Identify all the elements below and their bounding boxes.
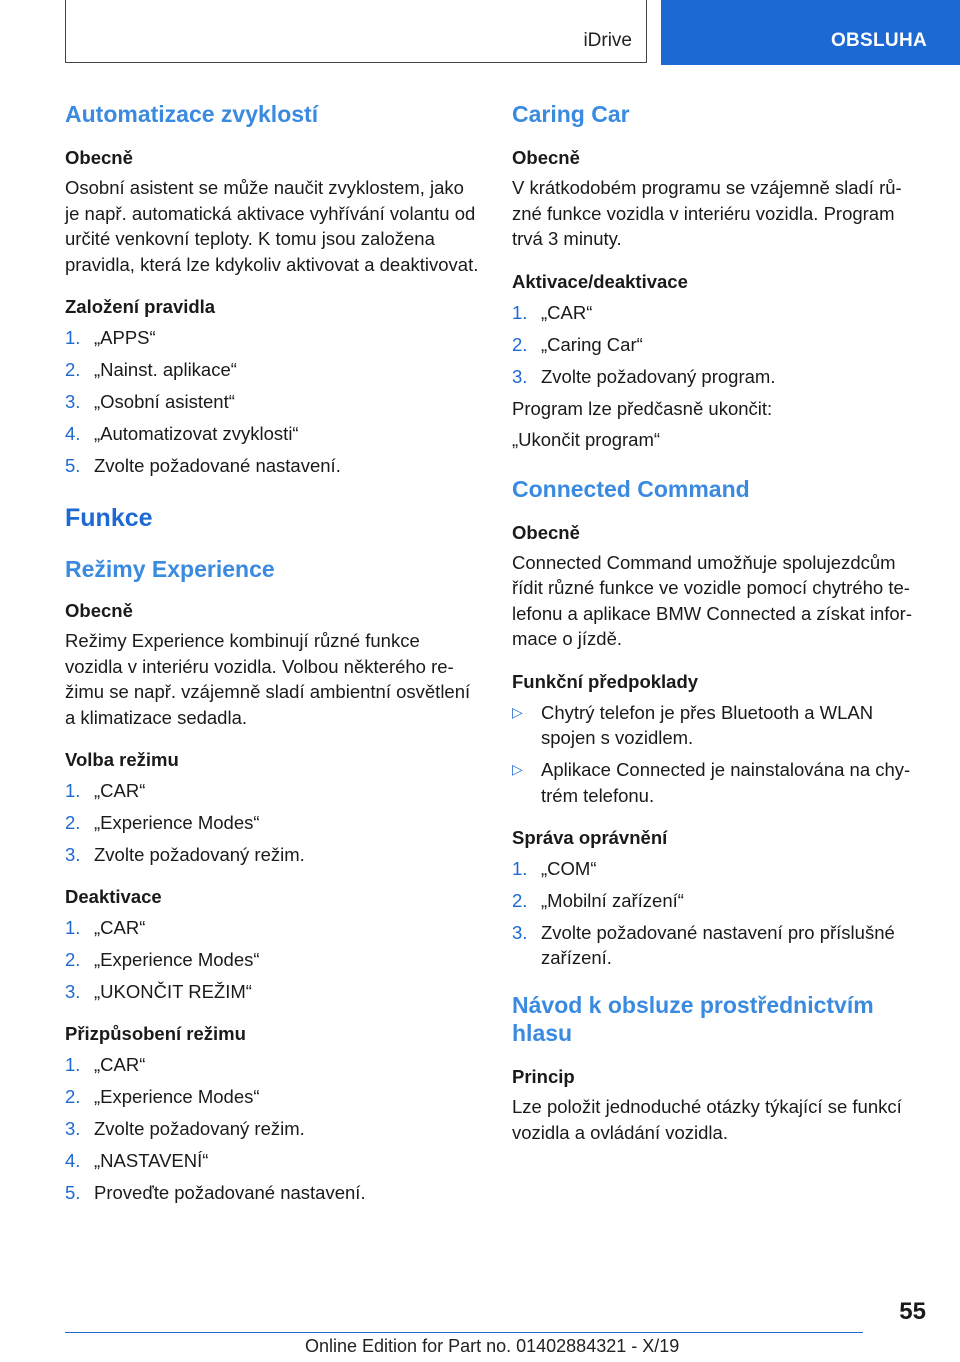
paragraph-line: V krátkodobém programu se vzájemně sladí rů‐ xyxy=(512,177,902,198)
left-column xyxy=(65,100,485,1212)
list-item: 1. „COM“ xyxy=(512,857,597,879)
list-item: 3. „Osobní asistent“ xyxy=(65,391,235,412)
heading-rezimy: Režimy Experience xyxy=(65,556,275,582)
paragraph-line: vozidla a ovládání vozidla. xyxy=(512,1121,728,1143)
subheading-obecne: Obecně xyxy=(65,600,133,621)
page-header xyxy=(0,0,960,66)
bullet-list xyxy=(512,700,927,809)
page-number: 55 xyxy=(899,1298,926,1325)
steps-list xyxy=(65,1052,485,1206)
paragraph-line: řídit různé funkce ve vozidle pomocí chytrého te‐ xyxy=(512,577,910,598)
steps-list xyxy=(512,856,927,971)
paragraph-line: lefonu a aplikace BMW Connected a získat infor‐ xyxy=(512,602,912,624)
list-item: 3. „UKONČIT REŽIM“ xyxy=(65,981,252,1002)
list-item: 5. Zvolte požadované nastavení. xyxy=(65,455,341,476)
list-item: 4. „Automatizovat zvyklosti“ xyxy=(65,423,299,444)
list-item: 2. „Experience Modes“ xyxy=(65,949,260,970)
header-section-label: iDrive xyxy=(583,30,632,51)
paragraph-line: Connected Command umožňuje spolujezdcům xyxy=(512,551,896,573)
paragraph-line: „Ukončit program“ xyxy=(512,429,661,450)
paragraph-line: žimu se např. vzájemně sladí ambientní osvětlení xyxy=(65,681,471,702)
list-item: 1. „CAR“ xyxy=(65,917,146,938)
subheading-prizpusobeni: Přizpůsobení režimu xyxy=(65,1023,246,1044)
footer-divider xyxy=(65,1332,863,1333)
list-item: 1. „CAR“ xyxy=(512,301,593,323)
heading-navod: Návod k obsluze prostřednictvím hlasu xyxy=(512,992,874,1046)
list-item: 3. Zvolte požadovaný režim. xyxy=(65,1118,305,1139)
subheading-obecne: Obecně xyxy=(512,521,580,543)
list-item: 1. „APPS“ xyxy=(65,327,156,348)
header-box xyxy=(65,0,647,63)
steps-list xyxy=(65,778,485,868)
subheading-deaktivace: Deaktivace xyxy=(65,886,162,907)
paragraph-line: určité venkovní teploty. K tomu jsou založena xyxy=(65,228,435,249)
paragraph-line: Režimy Experience kombinují různé funkce xyxy=(65,630,420,651)
list-item: 2. „Caring Car“ xyxy=(512,333,643,355)
header-chapter-tab: OBSLUHA xyxy=(661,0,960,65)
edition-text: Online Edition for Part no. 01402884321 - X/19 xyxy=(305,1336,680,1356)
heading-caring-car: Caring Car xyxy=(512,101,630,127)
paragraph-line: vozidla v interiéru vozidla. Volbou některého re‐ xyxy=(65,655,454,677)
right-column xyxy=(512,100,927,1145)
list-item: ▷ Aplikace Connected je nainstalována na chy‐ trém telefonu. xyxy=(512,759,911,806)
subheading-predpoklady: Funkční předpoklady xyxy=(512,670,699,692)
paragraph-line: je např. automatická aktivace vyhřívání volantu od xyxy=(65,202,476,224)
subheading-volba: Volba režimu xyxy=(65,749,179,770)
paragraph-line: Osobní asistent se může naučit zvyklostem, jako xyxy=(65,177,464,198)
paragraph-line: mace o jízdě. xyxy=(512,628,623,649)
list-item: 3. Zvolte požadovaný režim. xyxy=(65,844,305,865)
list-item: 1. „CAR“ xyxy=(65,780,146,801)
list-item: 4. „NASTAVENÍ“ xyxy=(65,1150,209,1171)
subheading-obecne: Obecně xyxy=(65,147,133,168)
subheading-zalozeni: Založení pravidla xyxy=(65,296,216,317)
subheading-aktivace: Aktivace/deaktivace xyxy=(512,270,688,292)
list-item: 2. „Experience Modes“ xyxy=(65,812,260,833)
steps-list xyxy=(65,915,485,1005)
paragraph-line: pravidla, která lze kdykoliv aktivovat a deaktivovat. xyxy=(65,253,479,275)
paragraph-line: a klimatizace sedadla. xyxy=(65,706,248,728)
list-item: 3. Zvolte požadované nastavení pro příslušné zařízení. xyxy=(512,921,895,968)
paragraph-line: Program lze předčasně ukončit: xyxy=(512,397,773,419)
list-item: 3. Zvolte požadovaný program. xyxy=(512,365,776,387)
list-item: 2. „Mobilní zařízení“ xyxy=(512,889,684,911)
list-item: 5. Proveďte požadované nastavení. xyxy=(65,1182,366,1203)
paragraph-line: zné funkce vozidla v interiéru vozidla. Program xyxy=(512,202,895,224)
subheading-obecne: Obecně xyxy=(512,147,580,168)
list-item: ▷ Chytrý telefon je přes Bluetooth a WLAN spojen s vozidlem. xyxy=(512,701,874,748)
subheading-sprava: Správa oprávnění xyxy=(512,826,668,848)
subheading-princip: Princip xyxy=(512,1066,575,1087)
paragraph-line: trvá 3 minuty. xyxy=(512,228,622,249)
heading-connected-command: Connected Command xyxy=(512,475,750,502)
heading-automatizace: Automatizace zvyklostí xyxy=(65,101,319,127)
paragraph-line: Lze položit jednoduché otázky týkající se funkcí xyxy=(512,1096,902,1117)
list-item: 2. „Nainst. aplikace“ xyxy=(65,359,237,380)
steps-list xyxy=(65,325,485,479)
triangle-bullet-icon: ▷ xyxy=(512,703,523,720)
triangle-bullet-icon: ▷ xyxy=(512,761,523,777)
steps-list xyxy=(512,300,927,390)
heading-funkce: Funkce xyxy=(65,504,153,532)
list-item: 1. „CAR“ xyxy=(65,1054,146,1075)
list-item: 2. „Experience Modes“ xyxy=(65,1086,260,1107)
